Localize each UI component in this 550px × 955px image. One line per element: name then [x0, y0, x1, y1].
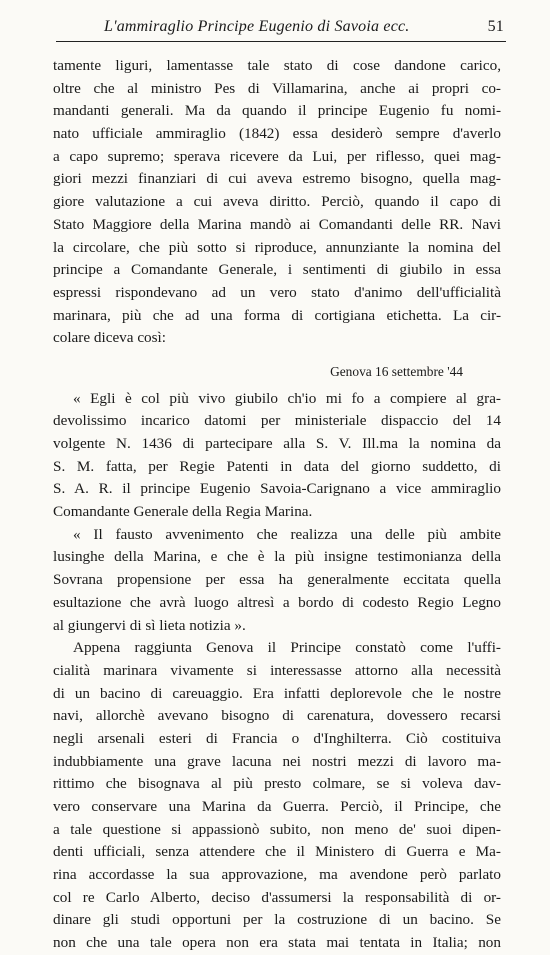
text-line: cialità marinara vivamente si interessasse attorno alla necessità [53, 661, 501, 679]
page-body [53, 55, 501, 955]
text-line: colare diceva così: [53, 329, 167, 347]
text-line: oltre che al ministro Pes di Villamarina, anche ai propri co- [53, 79, 501, 97]
text-line: S. M. fatta, per Regie Patenti in data del giorno suddetto, di [53, 457, 501, 475]
text-line: col re Carlo Alberto, deciso d'assumersi la responsabilità di or- [53, 888, 501, 906]
text-line: a tale questione si appassionò subito, non meno de' suoi dipen- [53, 820, 501, 838]
text-line: espressi rispondevano ad un vero stato d'animo dell'ufficialità [53, 283, 501, 301]
text-line: negli arsenali esteri di Francia o d'Inghilterra. Ciò costituiva [53, 729, 501, 747]
text-line: tamente liguri, lamentasse tale stato di cose dandone carico, [53, 57, 501, 74]
text-line: la circolare, che più sotto si riproduce, annunziante la nomina del [53, 238, 501, 256]
text-line: denti ufficiali, senza attendere che il Ministero di Guerra e Ma- [53, 843, 501, 861]
letter-paragraph-2 [53, 524, 501, 637]
text-line: S. A. R. il principe Eugenio Savoia-Carignano a vice ammiraglio [53, 480, 501, 498]
text-line: al giungervi di sì lieta notizia ». [53, 616, 246, 634]
text-line: di un bacino di careuaggio. Era infatti deplorevole che le nostre [53, 684, 501, 702]
paragraph-intro [53, 55, 501, 350]
text-line: esultazione che avrà luogo altresì a bordo di codesto Regio Legno [53, 593, 501, 611]
text-line: a capo supremo; sperava ricevere da Lui, per riflesso, quei mag- [53, 147, 501, 165]
paragraph-bacino [53, 637, 501, 955]
letter-date: Genova 16 settembre '44 [330, 363, 463, 379]
text-line: Comandante Generale della Regia Marina. [53, 503, 313, 521]
text-line: indubbiamente una grave lacuna nei nostri mezzi di lavoro ma- [53, 752, 501, 770]
text-line: lusinghe della Marina, e che è la più insigne testimonianza della [53, 548, 501, 566]
page-number: 51 [487, 18, 504, 35]
text-line: giore valutazione a cui aveva diritto. Perciò, quando il capo di [53, 193, 501, 211]
text-line: navi, allorchè avevano bisogno di carenatura, dovessero recarsi [53, 707, 501, 725]
text-line: volgente N. 1436 di partecipare alla S. V. Ill.ma la nomina da [53, 435, 501, 452]
text-line: devolissimo incarico datomi per ministeriale dispaccio del 14 [53, 412, 501, 430]
text-line: principe a Comandante Generale, i sentimenti di giubilo in essa [53, 261, 501, 279]
text-line: mandanti generali. Ma da quando il principe Eugenio fu nomi- [53, 102, 501, 120]
text-line: giori mezzi finanziari di cui aveva estremo bisogno, quella mag- [53, 170, 501, 188]
text-line: Appena raggiunta Genova il Principe constatò come l'uffi- [73, 639, 501, 657]
text-line: Stato Maggiore della Marina mandò ai Comandanti delle RR. Navi [53, 215, 501, 233]
page-header [104, 14, 504, 38]
text-line: rittimo che bisognava al più presto colmare, se si voleva dav- [53, 775, 501, 793]
text-line: vero conservare una Marina da Guerra. Perciò, il Principe, che [53, 798, 501, 815]
text-line: « Egli è col più vivo giubilo ch'io mi fo a compiere al gra- [73, 389, 501, 407]
header-rule [56, 41, 506, 42]
text-line: « Il fausto avvenimento che realizza una delle più ambite [73, 525, 501, 543]
text-line: non che una tale opera non era stata mai tentata in Italia; non [53, 934, 501, 952]
letter-paragraph-1 [53, 388, 501, 524]
text-line: Sovrana propensione per essa ha generalmente eccitata quella [53, 571, 501, 589]
text-line: nato ufficiale ammiraglio (1842) essa desiderò sempre d'averlo [53, 125, 501, 143]
text-line: rina accordasse la sua approvazione, ma avendone però parlato [53, 866, 501, 884]
text-line: dinare gli studi opportuni per la costruzione di un bacino. Se [53, 911, 501, 929]
text-line: marinara, più che ad una forma di cortigiana etichetta. La cir- [53, 306, 501, 324]
running-title: L'ammiraglio Principe Eugenio di Savoia ecc. [104, 18, 410, 35]
